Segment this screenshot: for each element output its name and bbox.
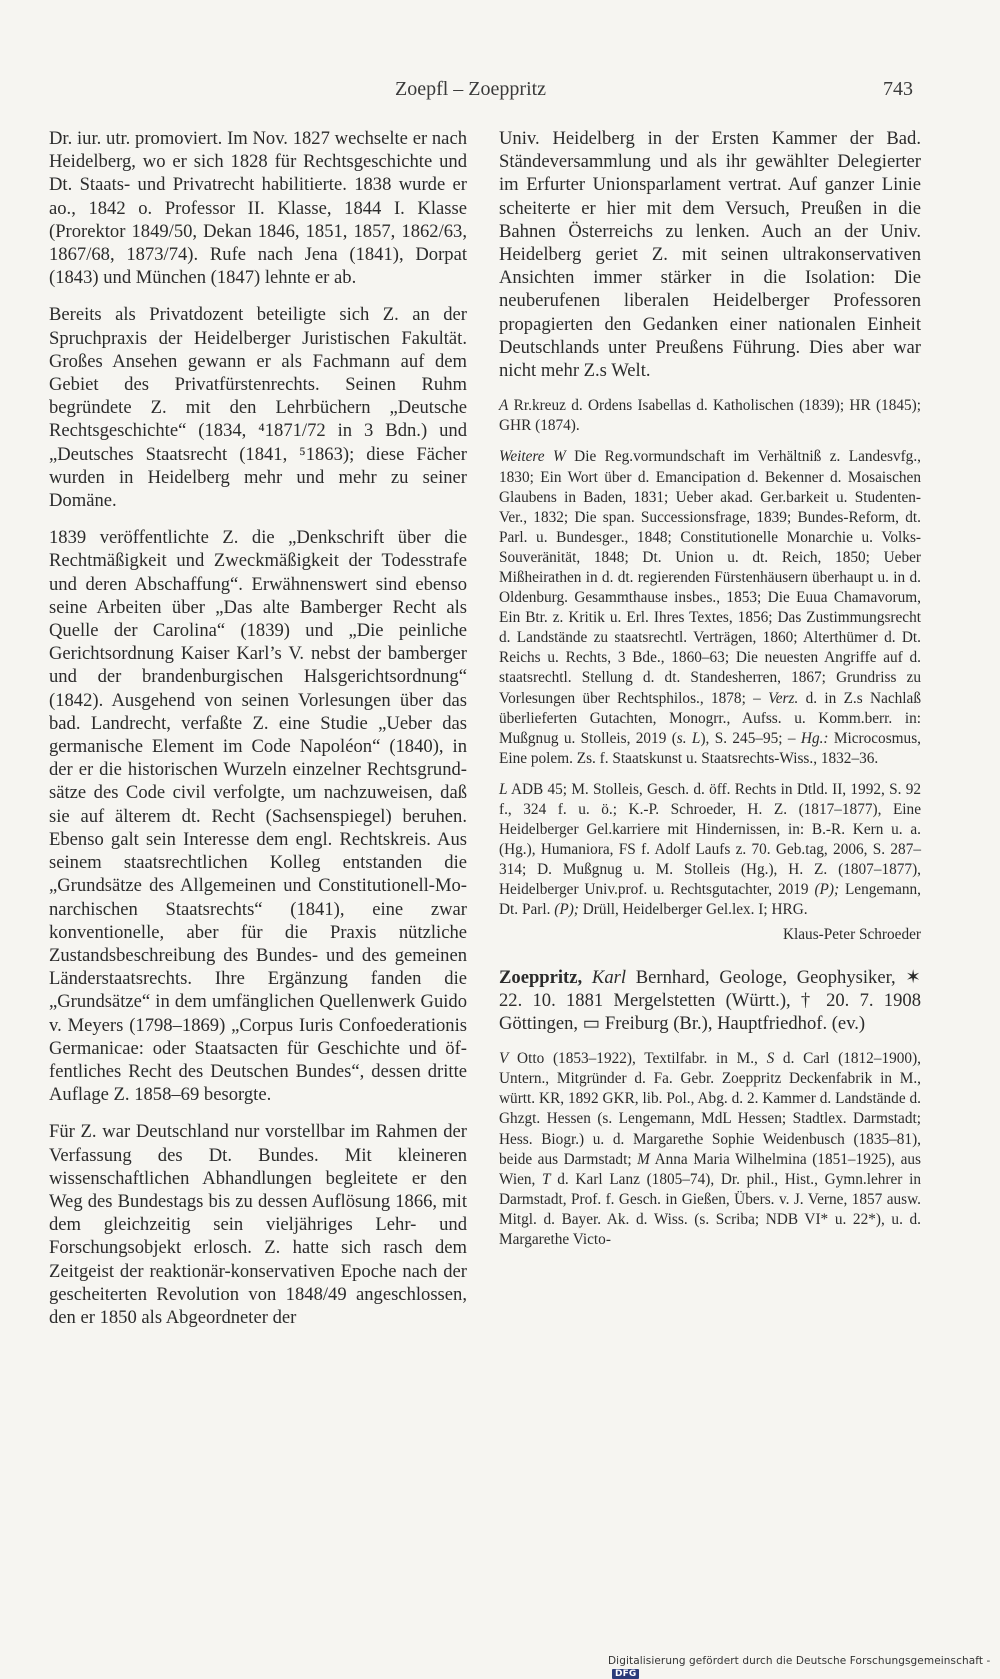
paragraph: Bereits als Privatdozent beteiligte sich Z. an der Spruchpraxis der Heidelberger Juristischen Fakultät. Großes Ansehen gewann er als Fachmann auf dem Gebiet des Privatfürstenrechts. Seinen Ruhm begründete Z. mit den Lehrbüchern „Deutsche Rechtsgeschichte“ (1834, ⁴1871/72 in 3 Bdn.) und „Deutsches Staatsrecht (1841, ⁵1863); diese Fächer wurden in Heidelberg mehr und mehr zu seiner Domäne. bbox=[49, 304, 467, 512]
inline-italic: T bbox=[542, 1170, 551, 1188]
dfg-logo: DFG bbox=[612, 1669, 639, 1679]
works-section bbox=[499, 447, 921, 769]
paragraph: Univ. Heidelberg in der Ersten Kammer der Bad. Ständeversammlung und als ihr gewählter Delegierter im Erfurter Unionsparlament vertrat. Auf ganzer Linie scheiterte er hier mit dem Versuch, Preußen in die Bahnen Österreichs zu lenken. Auch an der Univ. Heidelberg geriet Z. mit seinen ultrakonservativen Ansichten immer stärker in die Isolation: Die neuberufenen liberalen Heidelberger Professoren propagierten den Gedanken einer nationalen Einheit Deutschlands unter Preußens Führung. Dies aber war nicht mehr Z.s Welt. bbox=[499, 128, 921, 382]
running-title: Zoepfl – Zoeppritz bbox=[395, 78, 547, 100]
page-number: 743 bbox=[883, 78, 913, 100]
genealogy-section bbox=[499, 1049, 921, 1250]
paragraph: Dr. iur. utr. promoviert. Im Nov. 1827 wechselte er nach Heidelberg, wo er sich 1828 für Rechtsgeschichte und Dt. Staats- und Privatrecht habilitierte. 1838 wurde er ao., 1842 o. Professor II. Klasse, 1844 I. Klasse (Prorektor 1849/50, Dekan 1846, 1851, 1857, 1862/63, 1867/68, 1873/74). Rufe nach Jena (1841), Dorpat (1843) und München (1847) lehnte er ab. bbox=[49, 128, 467, 289]
section-text: ADB 45; M. Stolleis, Gesch. d. öff. Rechts in Dtld. II, 1992, S. 92 f., 324 f. u. ö.; K.-P. Schroeder, H. Z. (1817–1877), Eine Heidelberger Gel.karriere mit Hindernissen, in: B.-R. Kern u. a. (Hg.), Humaniora, FS f. Adolf Laufs z. 70. Geb.tag, 2006, S. 287–314; D. Mußgnug u. M. Stolleis (Hg.), H. Z. (1807–1877), Heidelberger Univ.prof. u. Rechtsgutachter, 2019 bbox=[499, 780, 921, 899]
article-author: Klaus-Peter Schroeder bbox=[782, 925, 921, 943]
inline-italic: Verz. bbox=[768, 689, 799, 707]
footer-text: Digitalisierung gefördert durch die Deutsche Forschungsgemeinschaft - bbox=[608, 1655, 991, 1667]
right-column bbox=[499, 127, 921, 1261]
inline-italic: M bbox=[637, 1150, 650, 1168]
digitization-footer bbox=[608, 1655, 1000, 1679]
section-label: V bbox=[499, 1050, 509, 1068]
paragraph: 1839 veröffentlichte Z. die „Denkschrift über die Rechtmäßigkeit und Zweckmäßigkeit der Todesstrafe und deren Abschaffung“. Erwähnenswert sind ebenso seine Arbeiten über „Das alte Bamberger Recht als Quelle der Carolina“ (1839) und „Die peinliche Gerichtsordnung Kaiser Karl’s V. nebst der bamberger und der brandenburgischen Halsgerichtsordnung“ (1842). Ausgehend von seinen Vorlesungen über das bad. Landrecht, verfaßte Z. eine Studie „Ueber das germanische Element im Code Napoléon“ (1840), in der er die historischen Wurzeln einzelner Rechtsgrundsätze des Code civil verfolgte, um nachzuweisen, daß sie auf älterem dt. Recht (Sachsenspiegel) beruhen. Ebenso galt sein Interesse dem engl. Rechtskreis. Aus seinem staatsrechtlichen Kolleg entstanden die „Grundsätze des Allgemeinen und Constitutionell-Monarchischen Staatsrechts“ (1841), eine zwar konventionelle, aber für die Praxis nützliche Zustandsbeschreibung des Bundes- und des gemeinen Länderstaatsrechts. Ihre Ergänzung fanden die „Grundsätze“ in dem umfänglichen Quellenwerk Guido v. Meyers (1798–1869) „Corpus Iuris Confoederationis Germanicae: oder Staatsacten für Geschichte und öffentliches Recht des Deutschen Bundes“, dessen dritte Auflage Z. 1858–69 besorgte. bbox=[49, 527, 467, 1106]
section-text: d. Carl (1812–1900), Untern., Mitgründer d. Fa. Gebr. Zoeppritz Deckenfabrik in M., württ. KR, 1892 GKR, lib. Pol., Abg. d. 2. Kammer d. Landstände d. Ghzgt. Hessen (s. Lengemann, MdL Hessen; Stadtlex. Darmstadt; Hess. Biogr.) u. d. Margarethe Sophie Weidenbusch (1835–81), beide aus Darmstadt; bbox=[499, 1050, 921, 1168]
inline-italic: (P); bbox=[554, 901, 579, 919]
section-text: d. in Z.s Nachlaß überlieferten Gutachten, Monogrr., Aufss. u. Komm.berr. in: Mußgnug u. Stolleis, 2019 ( bbox=[499, 689, 921, 747]
section-label: Weitere W bbox=[499, 448, 566, 466]
section-text: Rr.kreuz d. Ordens Isabellas d. Katholischen (1839); HR (1845); GHR (1874). bbox=[499, 397, 921, 435]
entry-heading bbox=[499, 966, 921, 1036]
section-text: d. Karl Lanz (1805–74), Dr. phil., Hist., Gymn.lehrer in Darmstadt, Prof. f. Gesch. in Gießen, Übers. v. J. Verne, 1857 ausw. Mitgl. d. Bayer. Ak. d. Wiss. (s. Scriba; NDB VI* u. 22*), u. d. Margarethe Victo- bbox=[499, 1170, 921, 1249]
section-text: Drüll, Heidelberger Gel.lex. I; HRG. bbox=[578, 901, 808, 919]
literature-section bbox=[499, 780, 921, 921]
section-text: ), S. 245–95; – bbox=[700, 729, 801, 747]
section-label: L bbox=[499, 780, 508, 798]
section-text: Die Reg.vormundschaft im Verhältniß z. Landesvfg., 1830; Ein Wort über d. Emancipation d. Bekenner d. Mosaischen Glaubens in Baden, 1831; Ueber akad. Ger.barkeit u. Studenten-Ver., 1832; Die span. Successionsfrage, 1839; Bundes-Reform, dt. Parl. u. Bundesger., 1848; Constitutionelle Monarchie u. Volks-Souveränität, 1848; Dt. Union u. dt. Reich, 1850; Ueber Mißheirathen in d. dt. regierenden Fürstenhäusern überhaupt u. in d. Oldenburg. Gesammthause insbes., 1853; Die Euua Chamavorum, Ein Btr. z. Kritik u. Erl. Ihres Textes, 1856; Das Zustimmungsrecht d. Landstände zu staatsrechtl. Verträgen, 1860; Alterthümer d. Dt. Reichs u. Rechts, 3 Bde., 1860–63; Die neuesten Angriffe auf d. staatsrechtl. Stellung d. dt. Standesherren, 1867; Grundriss zu Vorlesungen über Rechtsphilos., 1878; – bbox=[499, 448, 921, 707]
section-text: Anna Maria Wilhelmina (1851–1925), aus Wien, bbox=[499, 1150, 922, 1188]
entry-text: Bernhard, Geologe, Geophysiker, ✶ 22. 10. 1881 Mergelstetten (Württ.), † 20. 7. 1908 Göttingen, ▭ Freiburg (Br.), Hauptfriedhof. (ev.) bbox=[499, 966, 921, 1034]
entry-name: Zoeppritz, bbox=[499, 966, 583, 988]
inline-italic: S bbox=[766, 1050, 775, 1068]
inline-italic: Hg.: bbox=[800, 729, 829, 747]
left-column bbox=[49, 127, 467, 1343]
section-text: Microcosmus, Eine polem. Zs. f. Staatskunst u. Staatsrechts-Wiss., 1832–36. bbox=[499, 729, 921, 767]
entry-firstname: Karl bbox=[582, 966, 627, 988]
inline-italic: s. L bbox=[676, 729, 701, 747]
section-label: A bbox=[499, 397, 509, 415]
page-header bbox=[0, 78, 1000, 108]
paragraph: Für Z. war Deutschland nur vorstellbar im Rahmen der Verfassung des Dt. Bundes. Mit kleineren wissenschaftlichen Abhandlungen begleitete er den Weg des Bundestags bis zu dessen Auflösung 1866, mit dem gleichzeitig sein vieljähriges Lehr- und Forschungsobjekt erlosch. Z. hatte sich rasch dem Zeitgeist der reaktionär-konservativen Epoche nach der gescheiterten Revolution von 1848/49 angeschlossen, den er 1850 als Abgeordneter der bbox=[49, 1121, 467, 1328]
section-text: Otto (1853–1922), Textilfabr. in M., bbox=[508, 1050, 767, 1068]
section-text: Lengemann, Dt. Parl. bbox=[499, 881, 921, 919]
inline-italic: (P); bbox=[814, 881, 840, 899]
awards-section bbox=[499, 396, 921, 436]
